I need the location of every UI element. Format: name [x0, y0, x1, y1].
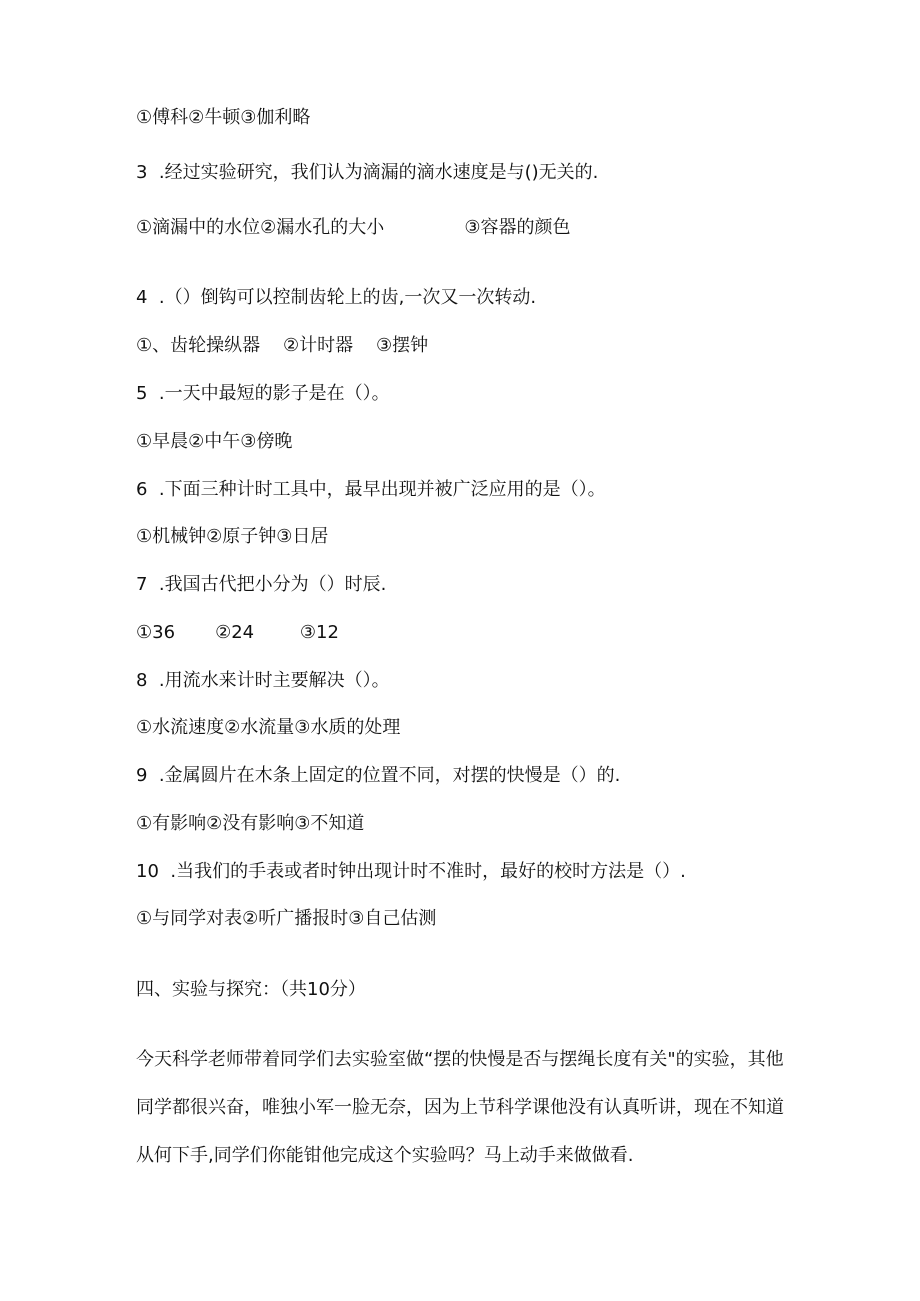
q5-options: ①早晨②中午③傍晚 [136, 431, 293, 452]
experiment-paragraph: 今天科学老师带着同学们去实验室做“摆的快慢是否与摆绳长度有关"的实验，其他同学都很兴奋，唯独小军一脸无奈，因为上节科学课他没有认真听讲，现在不知道从何下手,同学们你能钳他完成这个实验吗？马上动手来做做看. [136, 1049, 784, 1166]
q2-options: ①傅科②牛顿③伽利略 [136, 107, 311, 128]
q3-question: 3 .经过实验研究，我们认为滴漏的滴水速度是与()无关的. [136, 162, 599, 183]
q4-options: ①、齿轮操纵器 ②计时器 ③摆钟 [136, 335, 429, 356]
q10-options: ①与同学对表②听广播报时③自己估测 [136, 908, 437, 929]
q9-question: 9 .金属圆片在木条上固定的位置不同，对摆的快慢是（）的. [136, 765, 621, 786]
q7-options: ①36 ②24 ③12 [136, 622, 339, 643]
q10-question: 10 .当我们的手表或者时钟出现计时不准时，最好的校时方法是（）. [136, 861, 686, 882]
q6-options: ①机械钟②原子钟③日居 [136, 526, 329, 547]
q4-question: 4 .（）倒钩可以控制齿轮上的齿,一次又一次转动. [136, 287, 537, 308]
q6-question: 6 .下面三种计时工具中，最早出现并被广泛应用的是（）。 [136, 479, 606, 500]
q7-question: 7 .我国古代把小分为（）时辰. [136, 574, 387, 595]
q9-options: ①有影响②没有影响③不知道 [136, 813, 365, 834]
q3-options: ①滴漏中的水位②漏水孔的大小 ③容器的颜色 [136, 217, 571, 238]
q5-question: 5 .一天中最短的影子是在（）。 [136, 383, 390, 404]
q8-question: 8 .用流水来计时主要解决（）。 [136, 670, 390, 691]
q8-options: ①水流速度②水流量③水质的处理 [136, 717, 401, 738]
section-four-heading: 四、实验与探究：（共10分） [136, 979, 366, 1000]
